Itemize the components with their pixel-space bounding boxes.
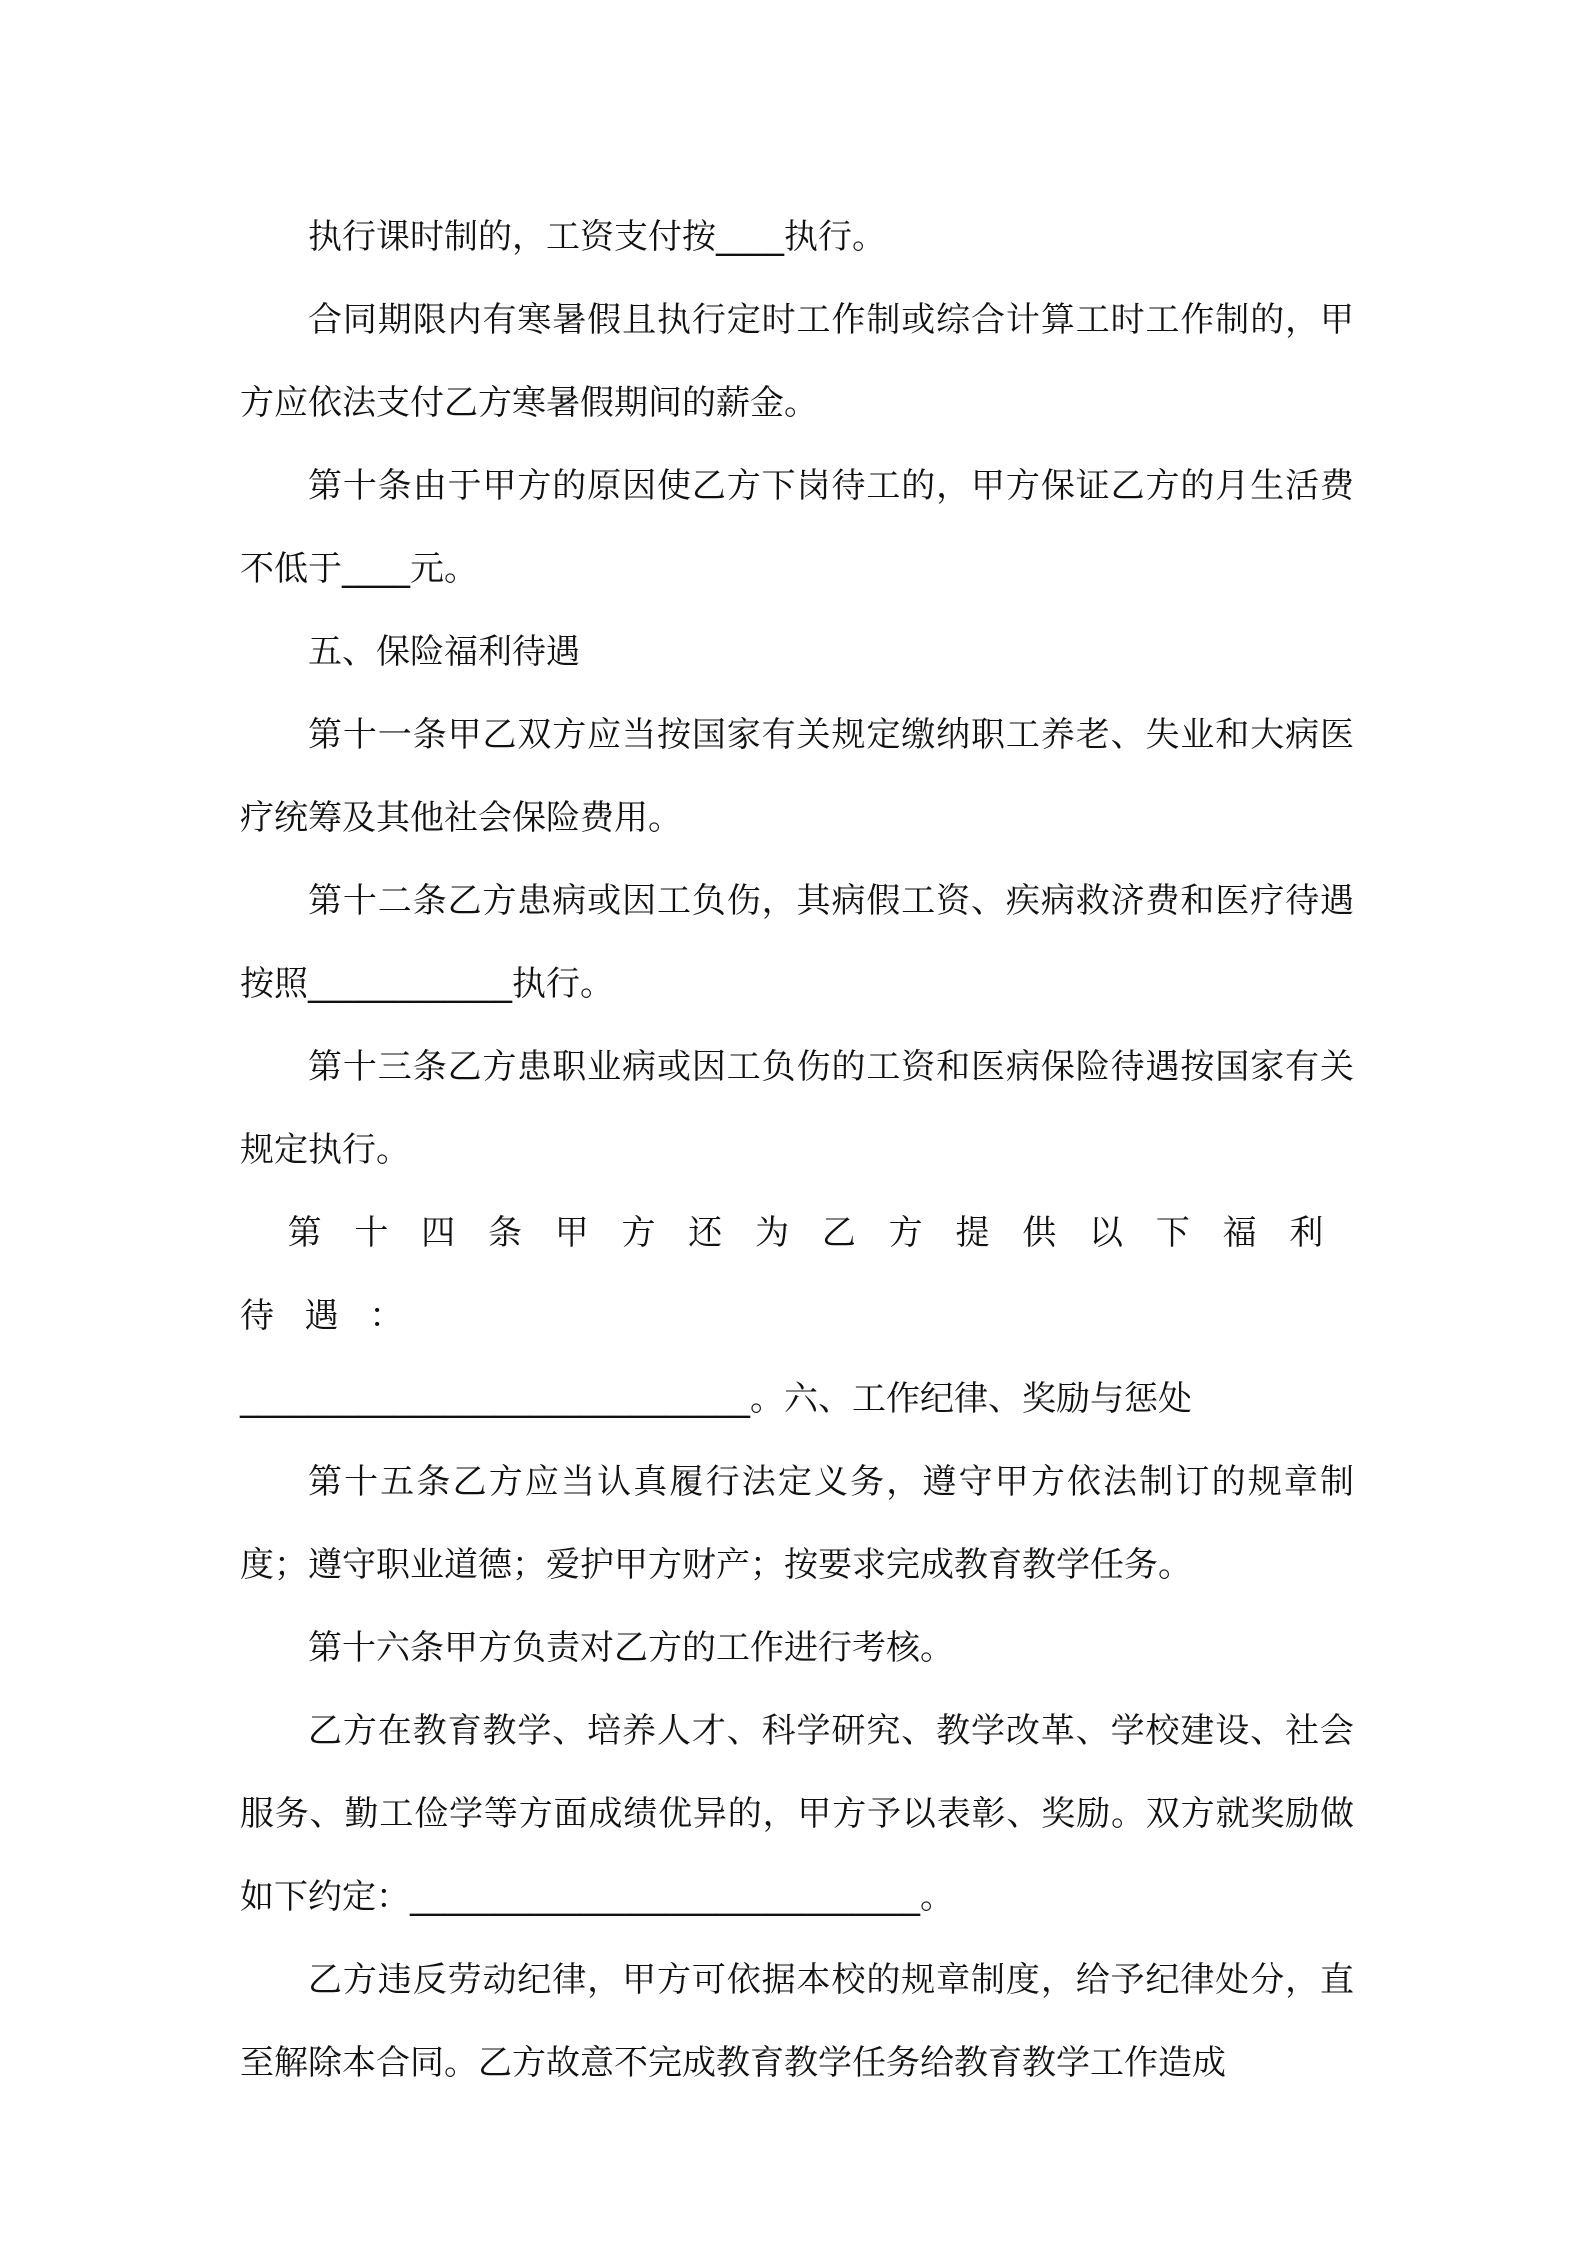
paragraph: 合同期限内有寒暑假且执行定时工作制或综合计算工时工作制的，甲方应依法支付乙方寒暑假期间的薪金。 [240, 300, 1354, 423]
paragraph: 第十二条乙方患病或因工负伤，其病假工资、疾病救济费和医疗待遇按照____________执行。 [240, 881, 1354, 1004]
paragraph: 第十五条乙方应当认真履行法定义务，遵守甲方依法制订的规章制度；遵守职业道德；爱护甲方财产；按要求完成教育教学任务。 [240, 1462, 1354, 1585]
paragraph: 第十一条甲乙双方应当按国家有关规定缴纳职工养老、失业和大病医疗统筹及其他社会保险费用。 [240, 715, 1354, 838]
paragraph: 乙方在教育教学、培养人才、科学研究、教学改革、学校建设、社会服务、勤工俭学等方面成绩优异的，甲方予以表彰、奖励。双方就奖励做如下约定：______________________________。 [240, 1711, 1354, 1917]
document-body [240, 196, 1354, 2105]
paragraph: 第十六条甲方负责对乙方的工作进行考核。 [308, 1628, 954, 1668]
paragraph: 第十四条甲方还为乙方提供以下福利待遇： [240, 1213, 1354, 1336]
section-heading: 五、保险福利待遇 [308, 632, 580, 672]
paragraph: 第十三条乙方患职业病或因工负伤的工资和医病保险待遇按国家有关规定执行。 [240, 1047, 1354, 1170]
paragraph: 执行课时制的，工资支付按____执行。 [308, 217, 886, 257]
paragraph: 第十条由于甲方的原因使乙方下岗待工的，甲方保证乙方的月生活费不低于____元。 [240, 466, 1354, 589]
paragraph-with-section-heading: ______________________________。六、工作纪律、奖励与惩处 [240, 1379, 1192, 1419]
paragraph: 乙方违反劳动纪律，甲方可依据本校的规章制度，给予纪律处分，直至解除本合同。乙方故意不完成教育教学任务给教育教学工作造成 [240, 1960, 1354, 2083]
